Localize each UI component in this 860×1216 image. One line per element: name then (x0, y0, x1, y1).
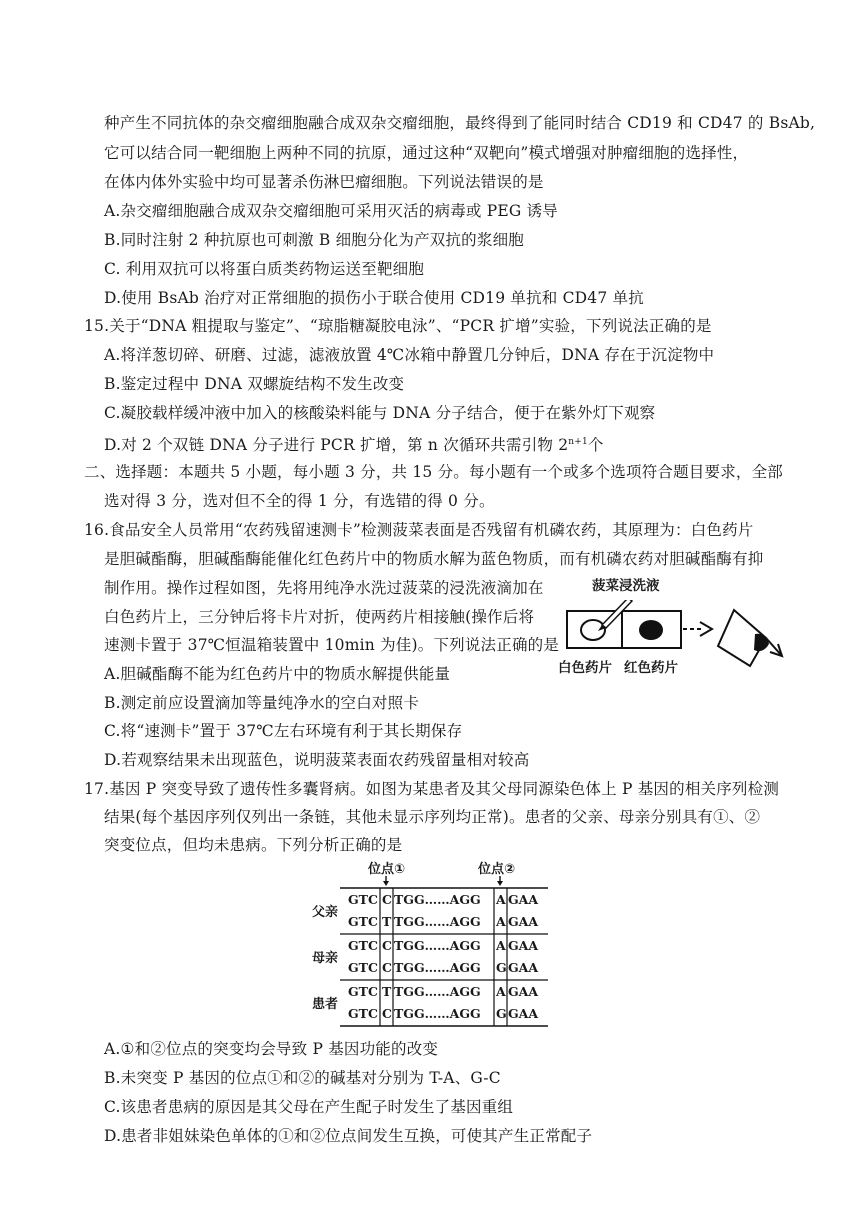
seq-site1-base: T (382, 914, 392, 929)
q17-option-a: A.①和②位点的突变均会导致 P 基因功能的改变 (104, 1040, 439, 1058)
seq-site1-base: C (382, 1006, 392, 1021)
seq-right: GAA (508, 960, 539, 975)
q14-stem-line: 它可以结合同一靶细胞上两种不同的抗原，通过这种“双靶向”模式增强对肿瘤细胞的选择性， (104, 144, 749, 162)
seq-site2-base: A (496, 938, 506, 953)
seq-middle: TGG……AGG (394, 984, 481, 999)
seq-left: GTC (348, 938, 378, 953)
q14-option-a: A.杂交瘤细胞融合成双杂交瘤细胞可采用灭活的病毒或 PEG 诱导 (104, 202, 559, 220)
seq-site1-base: C (382, 938, 392, 953)
red-tablet (639, 620, 663, 640)
white-tablet (581, 620, 605, 640)
q16-option-d: D.若观察结果未出现蓝色，说明菠菜表面农药残留量相对较高 (104, 751, 530, 769)
seq-left: GTC (348, 960, 378, 975)
q14-option-b: B.同时注射 2 种抗原也可刺激 B 细胞分化为产双抗的浆细胞 (104, 231, 524, 249)
q17-stem-line: 结果(每个基因序列仅列出一条链，其他未显示序列均正常)。患者的父亲、母亲分别具有①、② (104, 808, 761, 826)
seq-right: GAA (508, 892, 539, 907)
q14-option-d: D.使用 BsAb 治疗对正常细胞的损伤小于联合使用 CD19 单抗和 CD47 单抗 (104, 289, 644, 307)
q14-option-c: C. 利用双抗可以将蛋白质类药物运送至靶细胞 (104, 260, 425, 278)
mother-label: 母亲 (312, 951, 339, 966)
q17-option-d: D.患者非姐妹染色单体的①和②位点间发生互换，可使其产生正常配子 (104, 1127, 593, 1145)
father-label: 父亲 (312, 905, 339, 920)
seq-site2-base: G (496, 1006, 507, 1021)
q15-option-d-text: D.对 2 个双链 DNA 分子进行 PCR 扩增，第 n 次循环共需引物 2 (104, 436, 569, 455)
arrow-head-icon (700, 622, 712, 636)
seq-right: GAA (508, 938, 539, 953)
seq-right: GAA (508, 1006, 539, 1021)
q16-option-a: A.胆碱酯酶不能为红色药片中的物质水解提供能量 (104, 665, 451, 683)
test-card-figure (556, 578, 806, 680)
q16-stem-line: 白色药片上，三分钟后将卡片对折，使两药片相接触(操作后将 (104, 608, 535, 626)
figure-label-red-tablet: 红色药片 (624, 660, 678, 676)
q14-stem-line: 在体内体外实验中均可显著杀伤淋巴瘤细胞。下列说法错误的是 (104, 173, 544, 191)
q15-option-c: C.凝胶载样缓冲液中加入的核酸染料能与 DNA 分子结合，便于在紫外灯下观察 (104, 404, 656, 422)
q15-option-d (104, 431, 604, 456)
q15-stem: 15.关于“DNA 粗提取与鉴定”、“琼脂糖凝胶电泳”、“PCR 扩增”实验，下列说法正确的是 (84, 317, 712, 335)
seq-site2-base: A (496, 914, 506, 929)
seq-middle: TGG……AGG (394, 914, 481, 929)
seq-left: GTC (348, 984, 378, 999)
seq-right: GAA (508, 984, 539, 999)
q16-stem-line: 16.食品安全人员常用“农药残留速测卡”检测菠菜表面是否残留有机磷农药，其原理为：白色药片 (84, 521, 754, 539)
q16-stem-line: 是胆碱酯酶，胆碱酯酶能催化红色药片中的物质水解为蓝色物质，而有机磷农药对胆碱酯酶有抑 (104, 550, 764, 568)
seq-left: GTC (348, 892, 378, 907)
section-heading: 选对得 3 分，选对但不全的得 1 分，有选错的得 0 分。 (104, 492, 495, 510)
q17-stem-line: 突变位点，但均未患病。下列分析正确的是 (104, 836, 403, 854)
q17-option-c: C.该患者患病的原因是其父母在产生配子时发生了基因重组 (104, 1098, 514, 1116)
seq-middle: TGG……AGG (394, 892, 481, 907)
q16-option-b: B.测定前应设置滴加等量纯净水的空白对照卡 (104, 694, 420, 712)
site-2-label: 位点② (478, 862, 516, 877)
seq-site1-base: T (382, 984, 392, 999)
q15-option-d-unit: 个 (587, 436, 604, 455)
q16-option-c: C.将“速测卡”置于 37℃左右环境有利于其长期保存 (104, 722, 463, 740)
seq-site1-base: C (382, 960, 392, 975)
seq-middle: TGG……AGG (394, 938, 481, 953)
folded-card-icon (718, 610, 782, 666)
seq-right: GAA (508, 914, 539, 929)
seq-site1-base: C (382, 892, 392, 907)
figure-label-white-tablet: 白色药片 (558, 660, 612, 676)
dna-sequence-figure (308, 858, 552, 1030)
dropper-icon (598, 600, 632, 631)
q15-option-a: A.将洋葱切碎、研磨、过滤，滤液放置 4℃冰箱中静置几分钟后，DNA 存在于沉淀物中 (104, 346, 715, 364)
seq-left: GTC (348, 1006, 378, 1021)
section-heading: 二、选择题：本题共 5 小题，每小题 3 分，共 15 分。每小题有一个或多个选项符合题目要求，全部 (84, 463, 784, 481)
seq-site2-base: G (496, 960, 507, 975)
q15-option-b: B.鉴定过程中 DNA 双螺旋结构不发生改变 (104, 375, 405, 393)
seq-site2-base: A (496, 984, 506, 999)
figure-label-wash-liquid: 菠菜浸洗液 (592, 578, 660, 594)
q17-stem-line: 17.基因 P 突变导致了遗传性多囊肾病。如图为某患者及其父母同源染色体上 P 基因的相关序列检测 (84, 780, 780, 798)
seq-middle: TGG……AGG (394, 1006, 481, 1021)
site-1-label: 位点① (368, 862, 406, 877)
seq-middle: TGG……AGG (394, 960, 481, 975)
q16-stem-line: 速测卡置于 37℃恒温箱装置中 10min 为佳)。下列说法正确的是 (104, 636, 560, 654)
q17-option-b: B.未突变 P 基因的位点①和②的碱基对分别为 T-A、G-C (104, 1069, 501, 1087)
q14-stem-line: 种产生不同抗体的杂交瘤细胞融合成双杂交瘤细胞，最终得到了能同时结合 CD19 和 CD47 的 BsAb, (104, 114, 816, 132)
seq-left: GTC (348, 914, 378, 929)
seq-site2-base: A (496, 892, 506, 907)
q16-stem-line: 制作用。操作过程如图，先将用纯净水洗过菠菜的浸洗液滴加在 (104, 579, 544, 597)
patient-label: 患者 (312, 997, 339, 1012)
q15-option-d-exponent: n+1 (568, 437, 588, 447)
